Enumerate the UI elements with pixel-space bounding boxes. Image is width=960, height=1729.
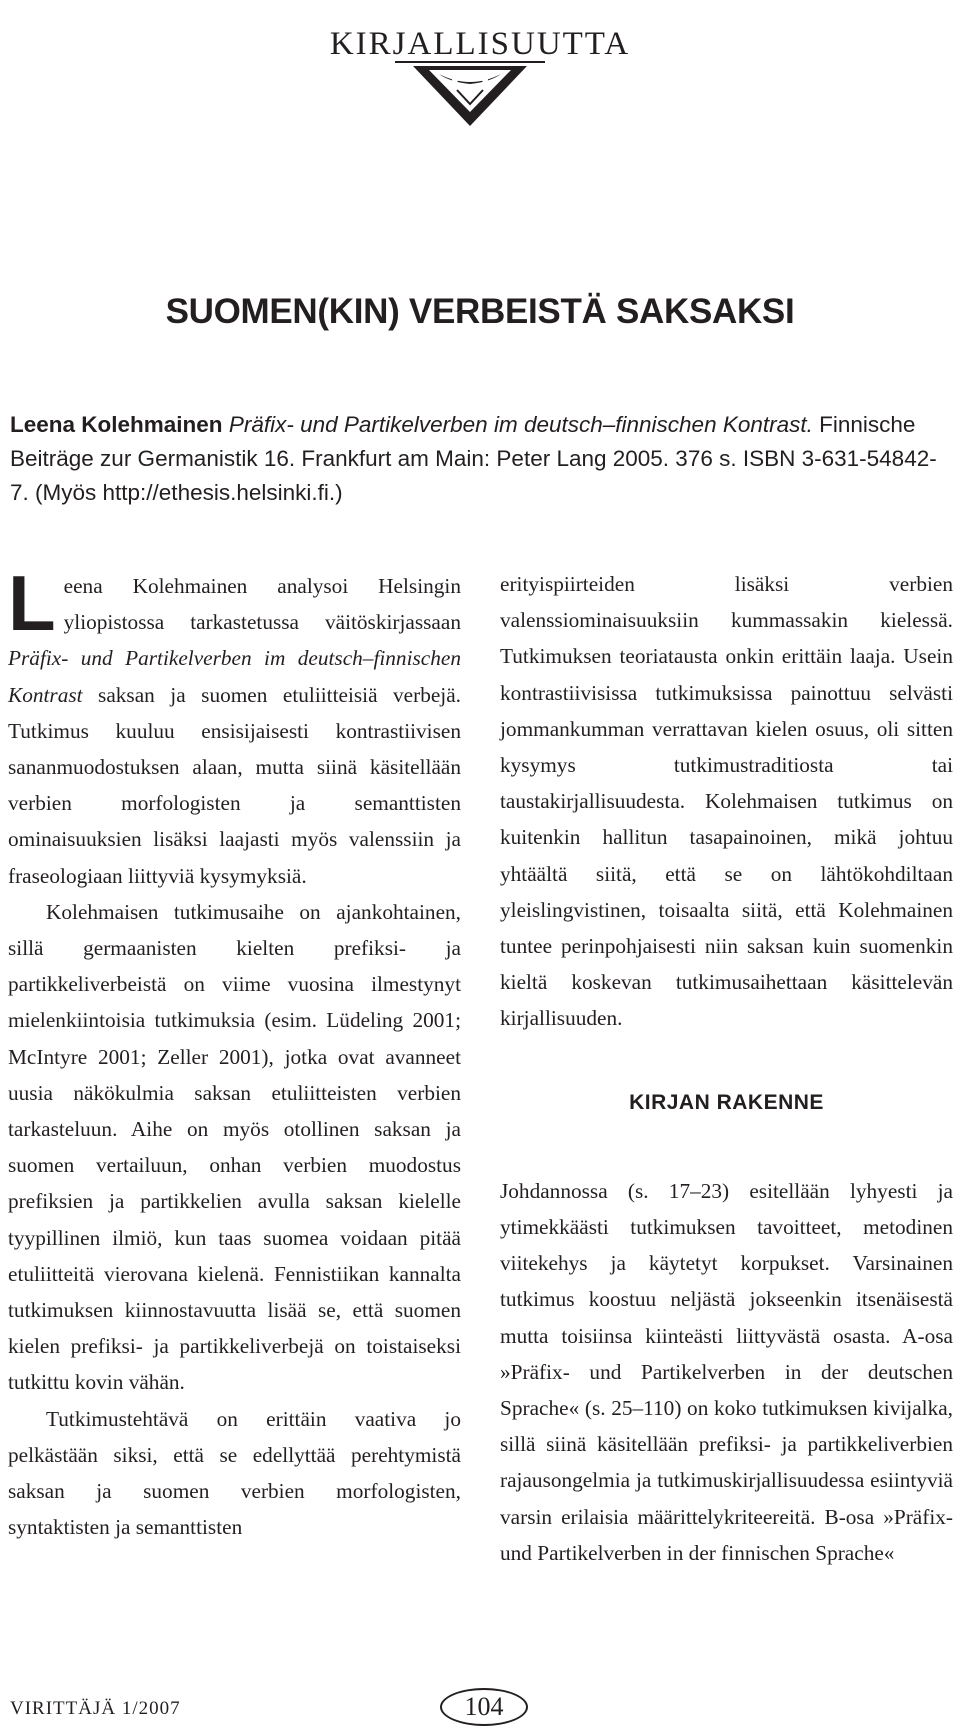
- thesis-title: Präfix- und Partikelverben im deutsch–finnischen Kontrast: [8, 646, 461, 707]
- right-column: [500, 566, 953, 1571]
- paragraph: Kolehmaisen tutkimusaihe on ajankohtainen, sillä germaanisten kielten prefiksi- ja partikkeliverbeistä on viime vuosina ilmestynyt mielenkiintoisia tutkimuksia (esim. Lüdeling 2001; McIntyre 2001; Zeller 2001), jotka ovat avanneet uusia näkökulmia saksan etuliitteisten verbien tarkasteluun. Aihe on myös otollinen saksan ja suomen vertailuun, onhan verbien muodostus prefiksien ja partikkelien avulla saksan kielelle tyypillinen ilmiö, kun taas suomea voidaan pitää etuliitteitä vierovana kielenä. Fennistiikan kannalta tutkimuksen kiinnostavuutta lisää se, että suomen kielen prefiksi- ja partikkeliverbejä on toistaiseksi tutkittu kovin vähän.: [8, 899, 461, 1395]
- paragraph-text: eena Kolehmainen analysoi Helsingin yliopistossa tarkastetussa väitöskirjassaan: [63, 574, 461, 635]
- paragraph: Johdannossa (s. 17–23) esitellään lyhyesti ja ytimekkäästi tutkimuksen tavoitteet, metodinen viitekehys ja käytetyt korpukset. Varsinainen tutkimus koostuu neljästä jokseenkin itsenäisestä mutta toisiinsa kiinteästi liittyvästä osasta. A-osa »Präfix- und Partikelverben in der deutschen Sprache« (s. 25–110) on koko tutkimuksen kivijalka, sillä siinä käsitellään prefiksi- ja partikkeliverbien rajausongelmia ja tutkimuskirjallisuudessa esiintyviä varsin erilaisia määrittelykriteereitä. B-osa »Präfix- und Partikelverben in der finnischen Sprache«: [500, 1178, 953, 1565]
- book-author: Leena Kolehmainen: [10, 412, 223, 437]
- paragraph-text: saksan ja suomen etuliitteisiä verbejä. Tutkimus kuuluu ensisijaisesti kontrastiivisen sananmuodostuksen alaan, mutta siinä käsitellään verbien morfologisten ja semanttisten ominaisuuksien lisäksi laajasti myös valenssiin ja fraseologiaan liittyviä kysymyksiä.: [8, 682, 461, 888]
- book-title: Präfix- und Partikelverben im deutsch–finnischen Kontrast.: [228, 412, 813, 437]
- journal-issue: VIRITTÄJÄ 1/2007: [10, 1698, 181, 1719]
- paragraph: Tutkimustehtävä on erittäin vaativa jo pelkästään siksi, että se edellyttää perehtymistä saksan ja suomen verbien morfologisten, syntaktisten ja semanttisten: [8, 1406, 461, 1540]
- section-title: KIRJALLISUUTTA: [329, 26, 631, 62]
- bibliographic-reference: [10, 408, 955, 510]
- ornament-emblem-icon: [395, 60, 545, 128]
- section-subheading: KIRJAN RAKENNE: [629, 1090, 824, 1114]
- paragraph: erityispiirteiden lisäksi verbien valenssiominaisuuksiin kummassakin kielessä. Tutkimuksen teoriatausta onkin erittäin laaja. Usein kontrastiivisissa tutkimuksissa painottuu selvästi jommankumman verrattavan kielen osuus, oli sitten kysymys tutkimustraditiosta tai taustakirjallisuudesta. Kolehmaisen tutkimus on kuitenkin hallitun tasapainoinen, mikä johtuu yhtäältä siitä, että se on lähtökohdiltaan yleislingvistinen, toisaalta siitä, että Kolehmainen tuntee perinpohjaisesti niin saksan kuin suomenkin kieltä koskevan tutkimusaihettaan käsittelevän kirjallisuuden.: [500, 572, 953, 1031]
- page-number: 104: [440, 1688, 528, 1726]
- left-column: [8, 559, 461, 1545]
- paragraph: [8, 559, 461, 894]
- drop-cap: L: [8, 559, 56, 647]
- article-headline: SUOMEN(KIN) VERBEISTÄ SAKSAKSI: [165, 292, 795, 331]
- book-details: Finnische Beiträge zur Germanistik 16. Frankfurt am Main: Peter Lang 2005. 376 s. ISBN 3-631-54842-7. (Myös http://ethesis.helsinki.fi.): [10, 412, 937, 505]
